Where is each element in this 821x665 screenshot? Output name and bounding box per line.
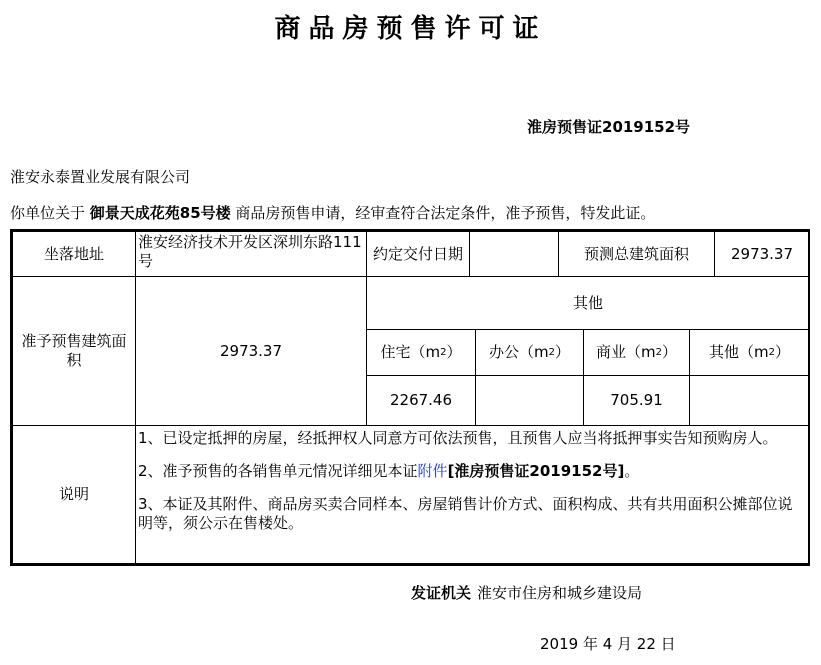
delivery-date-value [469, 231, 559, 277]
intro-text [10, 202, 655, 223]
approved-area-label: 准予预售建筑面积 [12, 276, 136, 426]
project-name: 御景天成花苑85号楼 [89, 204, 231, 222]
misc-value [689, 375, 810, 426]
note-3: 3、本证及其附件、商品房买卖合同样本、房屋销售计价方式、面积构成、共有共用面积公摊部位说明等，须公示在售楼处。 [138, 495, 793, 532]
residential-value: 2267.46 [366, 375, 476, 426]
attachment-link[interactable]: 附件 [417, 462, 448, 480]
issuer-value: 淮安市住房和城乡建设局 [477, 584, 643, 602]
address-value: 淮安经济技术开发区深圳东路111号 [135, 231, 367, 277]
delivery-date-label: 约定交付日期 [366, 231, 470, 277]
permit-table [10, 229, 810, 566]
company-name: 淮安永泰置业发展有限公司 [10, 168, 191, 186]
note-1: 1、已设定抵押的房屋，经抵押权人同意方可依法预售，且预售人应当将抵押事实告知预购房人。 [138, 429, 778, 447]
intro-suffix: 商品房预售申请，经审查符合法定条件，准予预售，特发此证。 [230, 204, 656, 222]
attachment-ref: [淮房预售证2019152号] [447, 462, 625, 480]
notes-label: 说明 [12, 425, 136, 564]
address-label: 坐落地址 [12, 231, 136, 277]
office-header: 办公（m 2 ） [475, 329, 584, 376]
other-header: 其他 [366, 276, 810, 330]
misc-header: 其他（m 2 ） [689, 329, 810, 376]
notes-cell [135, 425, 810, 564]
issuer [411, 582, 642, 603]
page-title: 商品房预售许可证 [274, 14, 547, 44]
commercial-value: 705.91 [583, 375, 690, 426]
office-value [475, 375, 584, 426]
residential-header: 住宅（m 2 ） [366, 329, 476, 376]
certificate-number: 淮房预售证2019152号 [527, 118, 691, 136]
approved-area-value: 2973.37 [135, 276, 367, 426]
note-2: 2、准予预售的各销售单元情况详细见本证附件[淮房预售证2019152号]。 [138, 462, 640, 480]
issue-date: 2019 年 4 月 22 日 [540, 635, 676, 653]
issuer-label: 发证机关 [411, 584, 472, 602]
total-area-label: 预测总建筑面积 [558, 231, 715, 277]
commercial-header: 商业（m 2 ） [583, 329, 690, 376]
intro-prefix: 你单位关于 [10, 204, 90, 222]
total-area-value: 2973.37 [714, 231, 810, 277]
